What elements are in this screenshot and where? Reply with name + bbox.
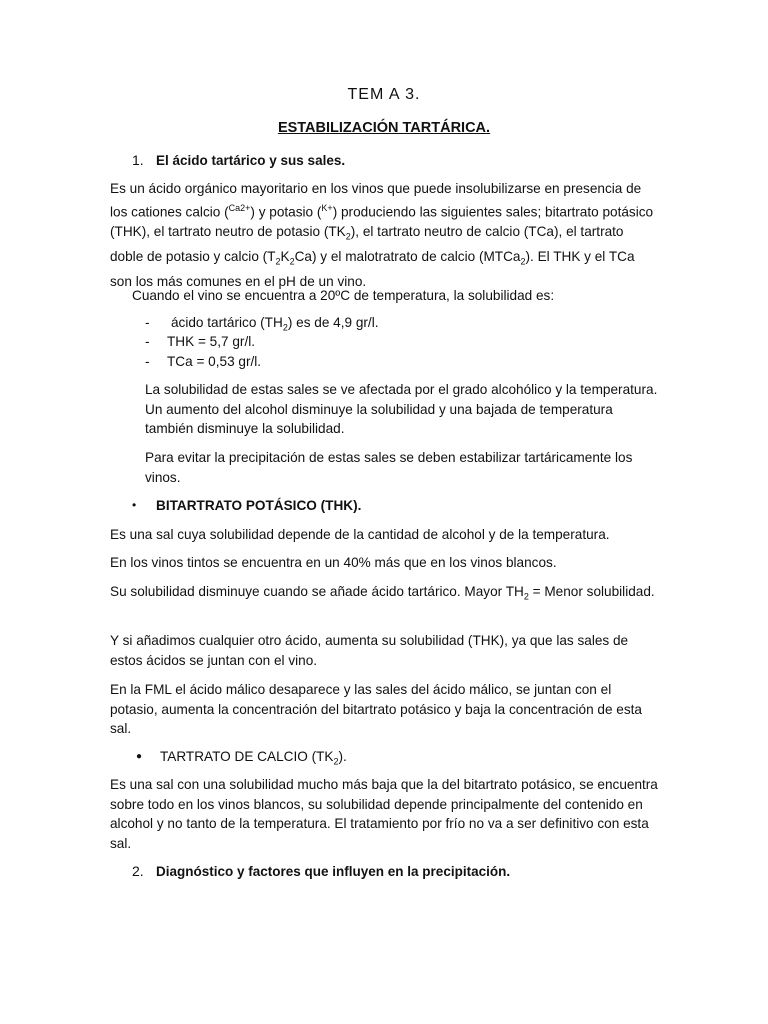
section-1-number: 1.: [132, 152, 144, 168]
section-1-title: El ácido tartárico y sus sales.: [156, 153, 346, 168]
affect-paragraph: La solubilidad de estas sales se ve afectada por el grado alcohólico y la temperatura. Un aumento del alcohol disminuye la solubilidad y una bajada de temperatura también disminuye la solubilidad.: [145, 382, 658, 436]
thk-paragraph-1: Es una sal cuya solubilidad depende de la cantidad de alcohol y de la temperatura.: [110, 527, 610, 542]
document-page: TEM A 3. ESTABILIZACIÓN TARTÁRICA. 1. El ácido tartárico y sus sales. Es un ácido orgánico mayoritario en los vinos que puede insolubilizarse en presencia de los cationes calcio ($^{Ca2+}$) y potasio ($^{K+}$) produciendo las siguientes sales; bitartrato potásico (THK), el tartrato neutro de potasio $(TK_2)$, el tartrato neutro de calcio (TCa), el tartrato doble de potasio y calcio $(T_2K_2Ca)$ y el malotratrato de calcio (MTCa$_2$). El THK y el TCa son los más comunes en el pH de un vino. Cuando el vino se encuentra a 20ºC de temperatura, la solubilidad es: - ácido tartárico $(TH_2)$ es de 4,9 gr/l. - THK = 5,7 gr/l. - TCa = 0,53 gr/l. La solubilidad de estas sales se ve afectada por el grado alcohólico y la temperatura. Un aumento del alcohol disminuye la solubilidad y una bajada de temperatura también disminuye la solubilidad. Para evitar la precipitación de estas sales se deben estabilizar tartáricamente los vinos. • BITARTRATO POTÁSICO (THK). Es una sal cuya solubilidad depende de la cantidad de alcohol y de la temperatura. En los vinos tintos se encuentra en un 40% más que en los vinos blancos. Su solubilidad disminuye cuando se añade ácido tartárico. Mayor $TH_2$ = Menor solubilidad. Y si añadimos cualquier otro ácido, aumenta su solubilidad (THK), ya que las sales de estos ácidos se juntan con el vino. En la FML el ácido málico desaparece y las sales del ácido málico, se juntan con el potasio, aumenta la concentración del bitartrato potásico y baja la concentración de esta sal. ● TARTRATO DE CALCIO $(TK_2)$. Es una sal con una solubilidad mucho más baja que la del bitartrato potásico, se encuentra sobre todo en los vinos blancos, su solubilidad depende principalmente del contenido en alcohol y no tanto de la temperatura. El tratamiento por frío no va a ser definitivo con esta sal. 2. Diagnóstico y factores que influyen en la precipitación.: [0, 0, 768, 1024]
thk-paragraph-3: Su solubilidad disminuye cuando se añade ácido tartárico. Mayor $TH_2$ = Menor solubilidad.: [110, 584, 655, 602]
thk-paragraph-2: En los vinos tintos se encuentra en un 40% más que en los vinos blancos.: [110, 555, 557, 570]
temperature-line: Cuando el vino se encuentra a 20ºC de temperatura, la solubilidad es:: [132, 288, 555, 303]
section-2-title: Diagnóstico y factores que influyen en la precipitación.: [156, 864, 511, 879]
potassium-ion-superscript: K+: [321, 202, 333, 213]
section-2-number: 2.: [132, 863, 144, 879]
document-title: TEM A 3.: [347, 86, 421, 103]
thk-paragraph-5: En la FML el ácido málico desaparece y las sales del ácido málico, se juntan con el potasio, aumenta la concentración del bitartrato potásico y baja la concentración de esta sal.: [110, 682, 642, 736]
thk-paragraph-4: Y si añadimos cualquier otro ácido, aumenta su solubilidad (THK), ya que las sales de estos ácidos se juntan con el vino.: [110, 633, 629, 668]
document-subtitle: ESTABILIZACIÓN TARTÁRICA.: [277, 120, 491, 136]
calcium-ion-superscript: Ca2+: [228, 202, 251, 213]
avoid-paragraph: Para evitar la precipitación de estas sales se deben estabilizar tartáricamente los vinos.: [145, 450, 633, 485]
intro-paragraph: Es un ácido orgánico mayoritario en los vinos que puede insolubilizarse en presencia de los cationes calcio ($^{Ca2+}$) y potasio ($^{K+}$) produciendo las siguientes sales; bitartrato potásico (THK), el tartrato neutro de potasio $(TK_2)$, el tartrato neutro de calcio (TCa), el tartrato doble de potasio y calcio $(T_2K_2Ca)$ y el malotratrato de calcio (MTCa$_2$). El THK y el TCa son los más comunes en el pH de un vino.: [110, 181, 654, 289]
bullet-icon: •: [132, 498, 137, 512]
bullet-icon: ●: [136, 751, 143, 762]
tk-paragraph: Es una sal con una solubilidad mucho más baja que la del bitartrato potásico, se encuentra sobre todo en los vinos blancos, su solubilidad depende principalmente del contenido en alcohol y no tanto de la temperatura. El tratamiento por frío no va a ser definitivo con esta sal.: [110, 777, 658, 851]
